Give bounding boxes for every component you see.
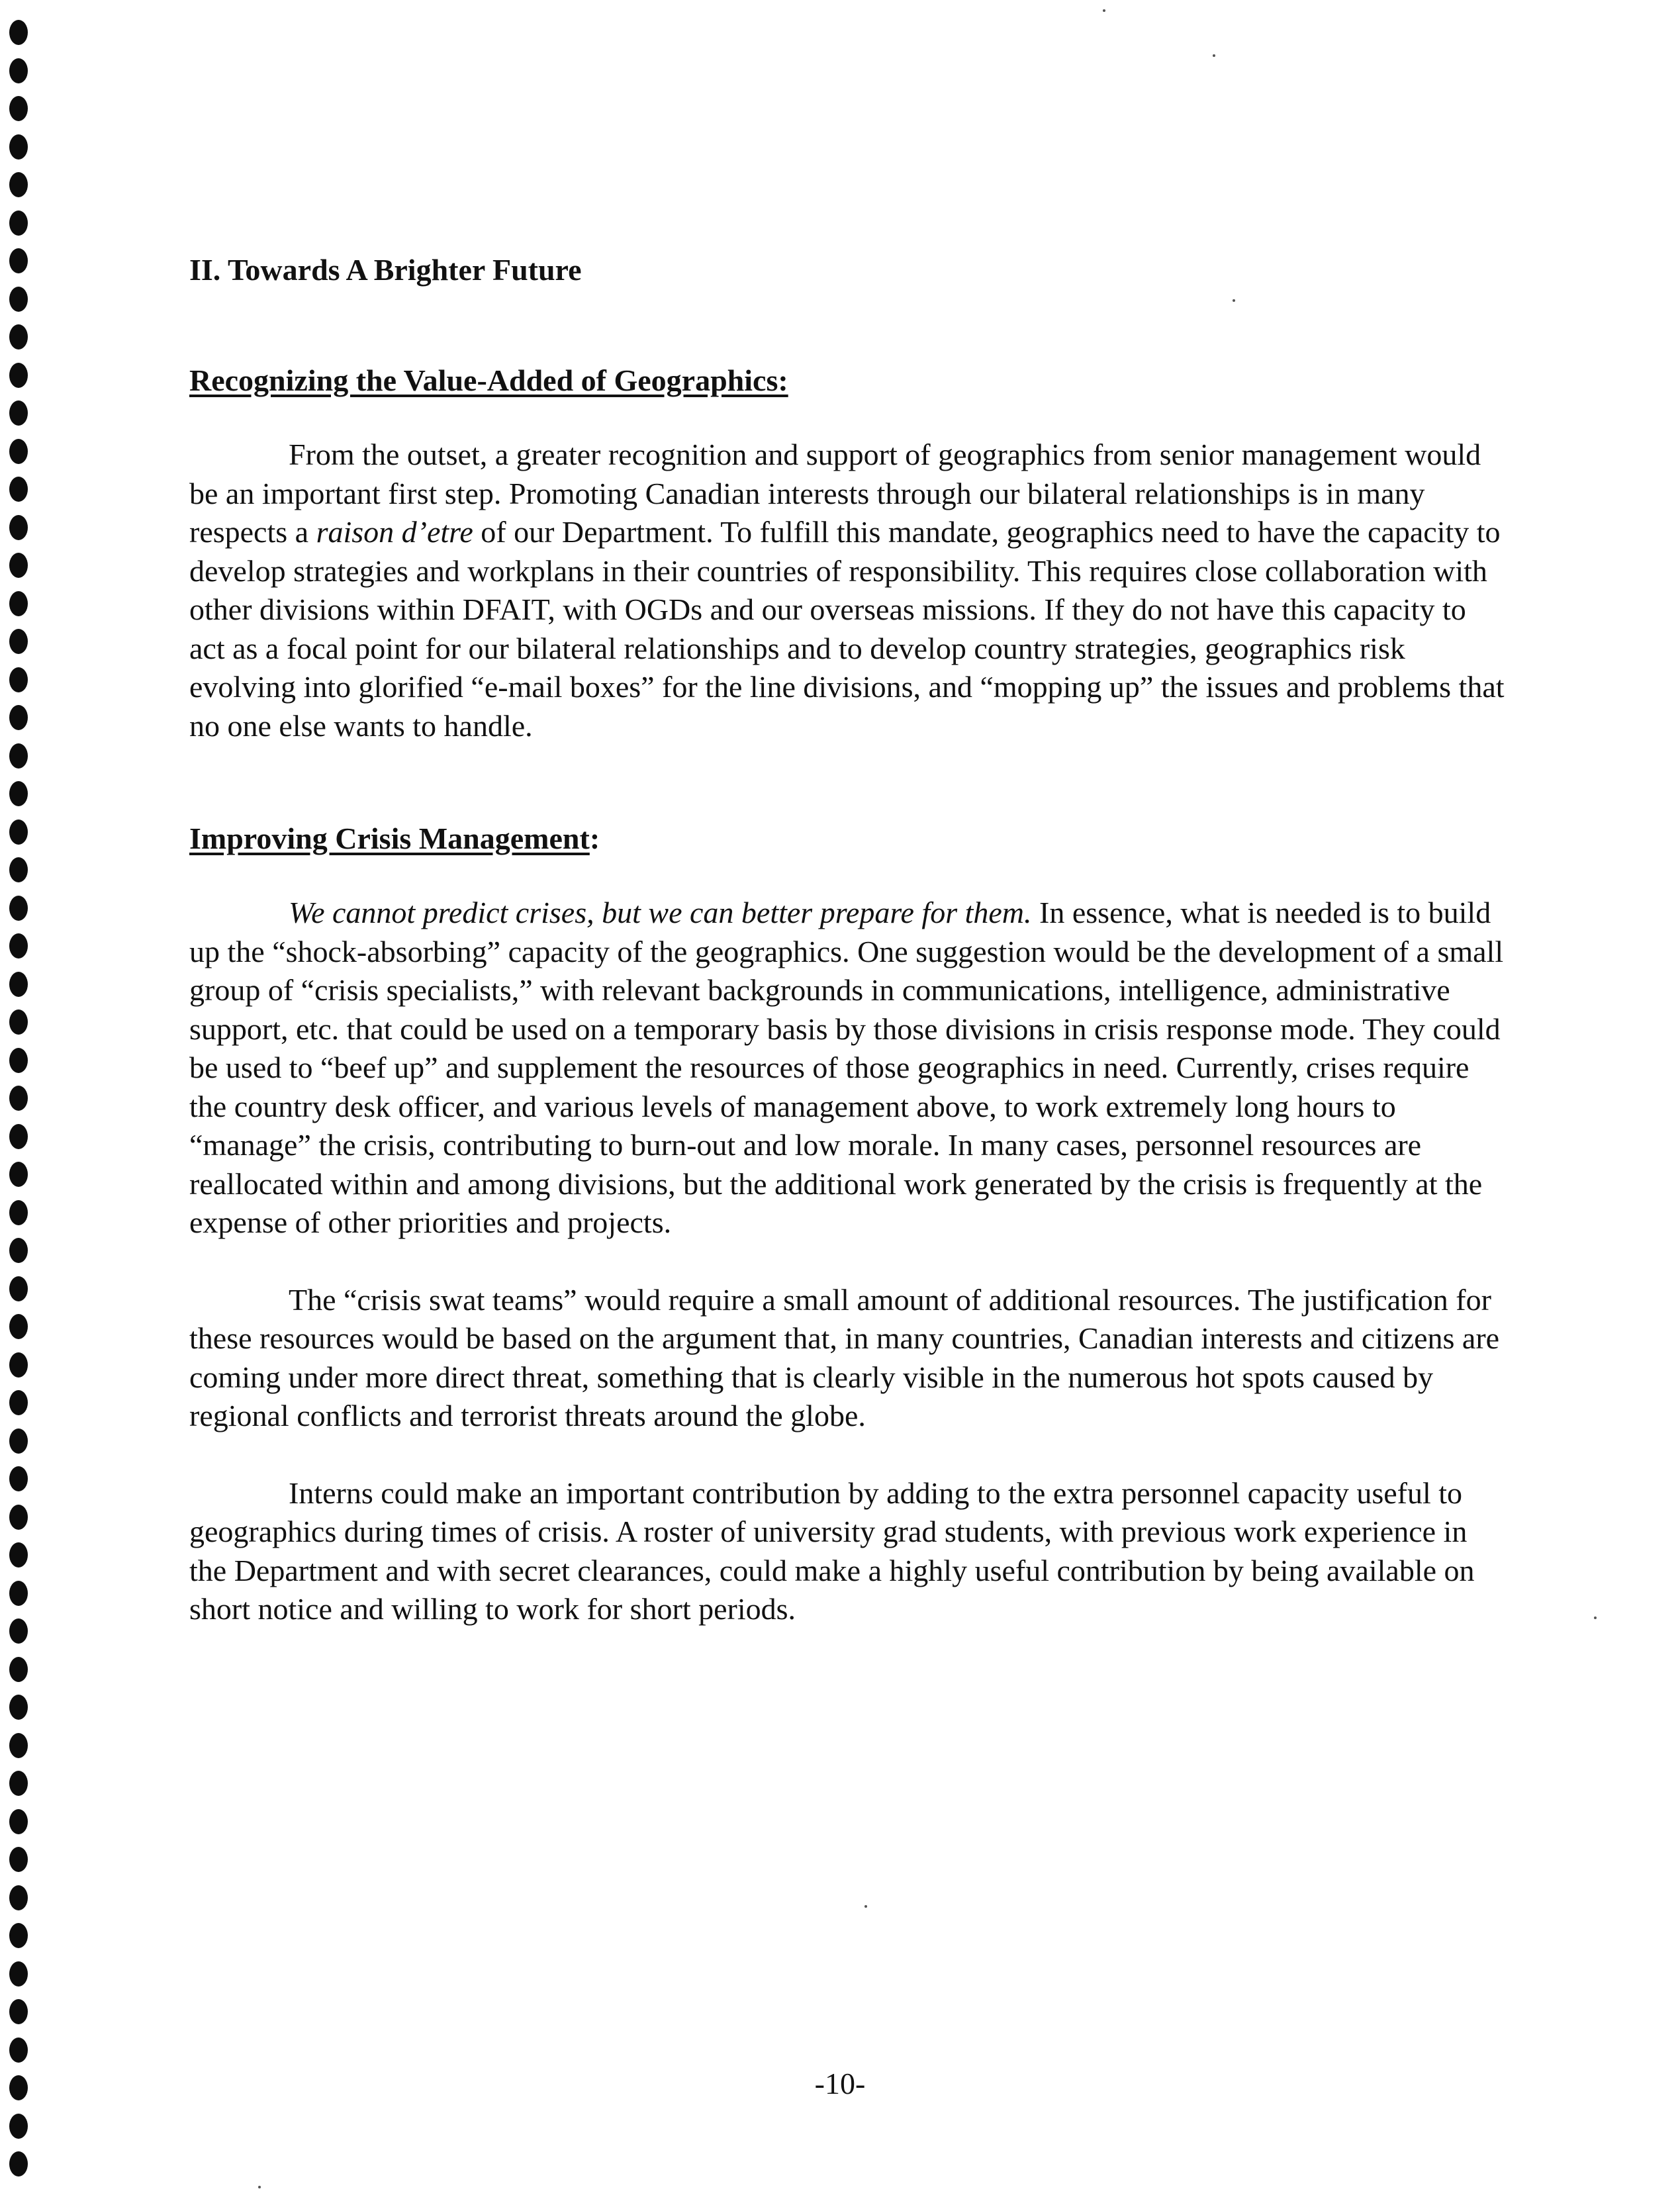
binding-hole [9,1923,28,1948]
binding-hole [9,96,28,121]
scan-speck [1213,54,1215,57]
binding-hole [9,820,28,845]
binding-hole [9,1390,28,1415]
paragraph [189,436,1507,745]
paragraph-italic: We cannot predict crises, but we can better prepare for them. [289,896,1032,929]
section-heading: II. Towards A Brighter Future [189,253,582,287]
binding-hole [9,1352,28,1378]
paragraph-text: of our Department. To fulfill this mandate, geographics need to have the capacity to develop strategies and workplans in their countries of responsibility. This requires close collaboration with other divisions within DFAIT, with OGDs and our overseas missions. If they do not have this capacity to act as a focal point for our bilateral relationships and to develop country strategies, geographics risk evolving into glorified “e-mail boxes” for the line divisions, and “mopping up” the issues and problems that no one else wants to handle. [189,515,1505,743]
binding-hole [9,1733,28,1758]
binding-hole [9,515,28,540]
scan-speck [258,2186,261,2188]
binding-hole [9,172,28,197]
binding-hole [9,1618,28,1644]
binding-hole [9,667,28,692]
binding-hole [9,1542,28,1568]
binding-hole [9,2114,28,2139]
binding-hole [9,1276,28,1301]
paragraph-text: Interns could make an important contribution by adding to the extra personnel capacity useful to geographics during times of crisis. A roster of university grad students, with previous work experience in the Department and with secret clearances, could make a highly useful contribution by being available on short notice and willing to work for short periods. [189,1475,1475,1626]
binding-hole [9,287,28,312]
binding-holes [9,20,29,2191]
binding-hole [9,1466,28,1491]
binding-hole [9,972,28,997]
section-value-added [189,361,1507,745]
binding-hole [9,1086,28,1111]
binding-hole [9,933,28,959]
paragraph-text: In essence, what is needed is to build up the “shock-absorbing” capacity of the geographics. One suggestion would be the development of a small group of “crisis specialists,” with relevant backgrounds in communications, intelligence, administrative support, etc. that could be used on a temporary basis by those divisions in crisis response mode. They could be used to “beef up” and supplement the resources of those geographics in need. Currently, crises require the country desk officer, and various levels of management above, to work extremely long hours to “manage” the crisis, contributing to burn-out and low morale. In many cases, personnel resources are reallocated within and among divisions, but the additional work generated by the crisis is frequently at the expense of other priorities and projects. [189,896,1504,1239]
paragraph [189,1281,1507,1436]
scan-speck [1103,9,1105,12]
binding-hole [9,363,28,388]
scan-speck [864,1905,867,1908]
paragraph-text: The “crisis swat teams” would require a small amount of additional resources. The justification for these resources would be based on the argument that, in many countries, Canadian interests and citizens are coming under more direct threat, something that is clearly visible in the numerous hot spots caused by regional conflicts and terrorist threats around the globe. [189,1282,1500,1432]
binding-hole [9,1961,28,1987]
binding-hole [9,439,28,464]
subheading-colon: : [589,821,600,855]
binding-hole [9,1809,28,1834]
paragraph [189,894,1507,1242]
binding-hole [9,400,28,426]
binding-hole [9,1048,28,1073]
binding-hole [9,1771,28,1796]
binding-hole [9,857,28,882]
binding-hole [9,1162,28,1187]
binding-hole [9,1009,28,1035]
paragraph-text: From the outset, a greater recognition and support of geographics from senior management would be an important first step. Promoting Canadian interests through our bilateral relationships is in many respects a [189,438,1481,549]
binding-hole [9,896,28,921]
binding-hole [9,1238,28,1263]
scan-speck [1594,1616,1597,1619]
binding-hole [9,781,28,806]
page-number: -10- [814,2067,866,2100]
binding-hole [9,324,28,350]
binding-hole [9,1200,28,1225]
section-crisis-management [189,820,1507,1629]
binding-hole [9,211,28,236]
subheading-value-added: Recognizing the Value-Added of Geographics: [189,363,788,397]
binding-hole [9,1847,28,1872]
binding-hole [9,2037,28,2063]
binding-hole [9,477,28,502]
binding-hole [9,629,28,654]
subheading-crisis-management [189,820,1507,858]
binding-hole [9,1885,28,1910]
binding-hole [9,591,28,616]
binding-hole [9,705,28,730]
binding-hole [9,553,28,578]
binding-hole [9,1657,28,1682]
binding-hole [9,20,28,45]
document-body [189,252,1507,1703]
binding-hole [9,743,28,769]
paragraph-italic: raison d’etre [316,515,473,549]
binding-hole [9,1581,28,1606]
paragraph [189,1474,1507,1629]
binding-hole [9,2151,28,2177]
binding-hole [9,1314,28,1339]
binding-hole [9,248,28,273]
binding-hole [9,1428,28,1454]
binding-hole [9,58,28,83]
binding-hole [9,134,28,160]
binding-hole [9,1999,28,2024]
binding-hole [9,1124,28,1149]
binding-hole [9,1695,28,1720]
binding-hole [9,1505,28,1530]
subheading-text: Improving Crisis Management [189,821,590,855]
